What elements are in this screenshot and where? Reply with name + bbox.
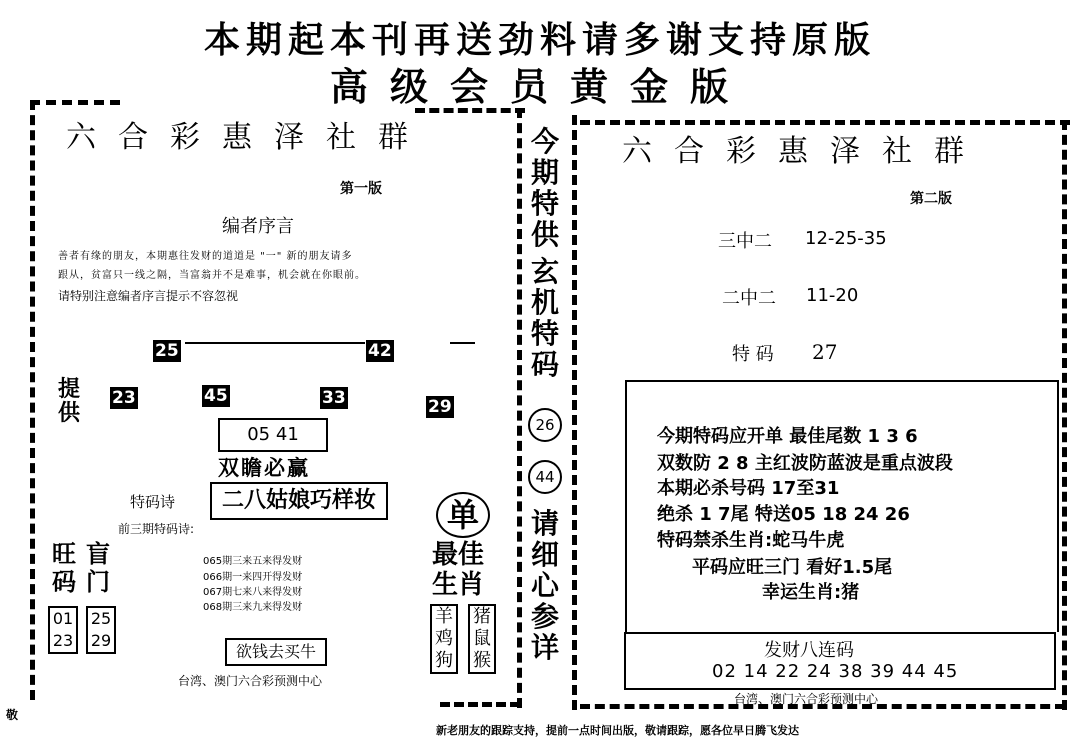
- lucky-title: 发财八连码: [764, 640, 854, 661]
- analysis-line: 双数防 2 8 主红波防蓝波是重点波段: [657, 453, 953, 474]
- frame-border: [517, 108, 522, 708]
- left-brand: 六合彩惠泽社群: [66, 120, 430, 155]
- header-line1: 本期起本刊再送劲料请多谢支持原版: [203, 20, 876, 61]
- analysis-line: 幸运生肖:猪: [762, 582, 860, 603]
- wang-number: 01: [52, 609, 74, 628]
- wang-number: 23: [52, 631, 74, 650]
- right-edition: 第二版: [910, 191, 952, 207]
- frame-border: [1062, 120, 1067, 710]
- left-footer: 台湾、澳门六合彩预测中心: [178, 674, 323, 688]
- analysis-line: 特码禁杀生肖:蛇马牛虎: [657, 530, 845, 551]
- mang-label: 盲门: [86, 540, 110, 596]
- history-item: 068期三来九来得发财: [203, 602, 303, 613]
- frame-border: [580, 120, 1070, 125]
- dan-circle: 单: [436, 492, 490, 538]
- mang-numbers: [86, 606, 116, 654]
- wang-label: 旺码: [52, 540, 76, 596]
- double-eye-title: 双瞻必赢: [218, 456, 310, 480]
- buy-box: 欲钱去买牛: [225, 638, 327, 666]
- number-circle: 44: [528, 460, 562, 494]
- zodiac-right-box: 猪鼠猴: [468, 604, 496, 674]
- middle-text-bottom: 请细心参详: [530, 507, 559, 664]
- analysis-line: 今期特码应开单 最佳尾数 1 3 6: [657, 426, 918, 447]
- preface-line: 跟从，贫富只一线之隔，当富翁并不是难事，机会就在你眼前。: [58, 270, 366, 281]
- right-footer: 台湾、澳门六合彩预测中心: [734, 692, 879, 706]
- analysis-line: 本期必杀号码 17至31: [657, 478, 840, 499]
- zodiac-left-box: 羊鸡狗: [430, 604, 458, 674]
- number-badge: 42: [368, 341, 392, 361]
- mang-number: 29: [90, 631, 112, 650]
- poem-box: 二八姑娘巧样妆: [210, 482, 388, 520]
- three-numbers: 12-25-35: [805, 228, 887, 249]
- history-item: 065期三来五来得发财: [203, 556, 303, 567]
- frame-border: [440, 702, 520, 707]
- mang-number: 25: [90, 609, 112, 628]
- right-brand: 六合彩惠泽社群: [622, 134, 986, 169]
- provide-label: 提供: [58, 377, 81, 426]
- poem-label: 特码诗: [130, 493, 176, 511]
- lucky-numbers: 02 14 22 24 38 39 44 45: [712, 661, 959, 682]
- special-label: 特 码: [732, 344, 774, 365]
- special-number: 27: [812, 340, 838, 364]
- left-edition: 第一版: [340, 181, 382, 197]
- frame-border: [30, 100, 35, 700]
- middle-text-mid: 玄机特码: [530, 256, 559, 378]
- frame-border: [30, 100, 120, 105]
- three-label: 三中二: [718, 231, 772, 252]
- best-zodiac-label: 最佳生肖: [432, 540, 485, 600]
- prev-label: 前三期特码诗:: [118, 522, 195, 536]
- frame-border: [572, 115, 577, 710]
- number-badge: 25: [155, 341, 179, 361]
- preface-line: 善者有缘的朋友，本期惠往发财的道道是 "一" 新的朋友请多: [58, 251, 353, 262]
- pair-box: 05 41: [218, 418, 328, 452]
- divider: [450, 342, 475, 344]
- bottom-mark: 敬: [6, 708, 19, 722]
- number-circle: 26: [528, 408, 562, 442]
- preface-title: 编者序言: [222, 216, 294, 237]
- analysis-line: 平码应旺三门 看好1.5尾: [692, 557, 893, 578]
- divider: [185, 342, 365, 344]
- preface-note: 请特别注意编者序言提示不容忽视: [58, 289, 239, 303]
- history-item: 066期一来四开得发财: [203, 572, 303, 583]
- bottom-text: 新老朋友的跟踪支持，提前一点时间出版，敬请跟踪，愿各位早日腾飞发达: [436, 724, 799, 737]
- two-numbers: 11-20: [806, 285, 859, 306]
- number-badge: 23: [112, 388, 136, 408]
- number-badge: 45: [204, 386, 228, 406]
- frame-border: [415, 108, 525, 113]
- two-label: 二中二: [722, 288, 776, 309]
- middle-text-top: 今期特供: [530, 125, 559, 251]
- wang-numbers: [48, 606, 78, 654]
- analysis-line: 绝杀 1 7尾 特送05 18 24 26: [657, 504, 910, 525]
- history-item: 067期七来八来得发财: [203, 587, 303, 598]
- header-line2: 高级会员黄金版: [329, 65, 750, 109]
- number-badge: 33: [322, 388, 346, 408]
- number-badge: 29: [428, 397, 452, 417]
